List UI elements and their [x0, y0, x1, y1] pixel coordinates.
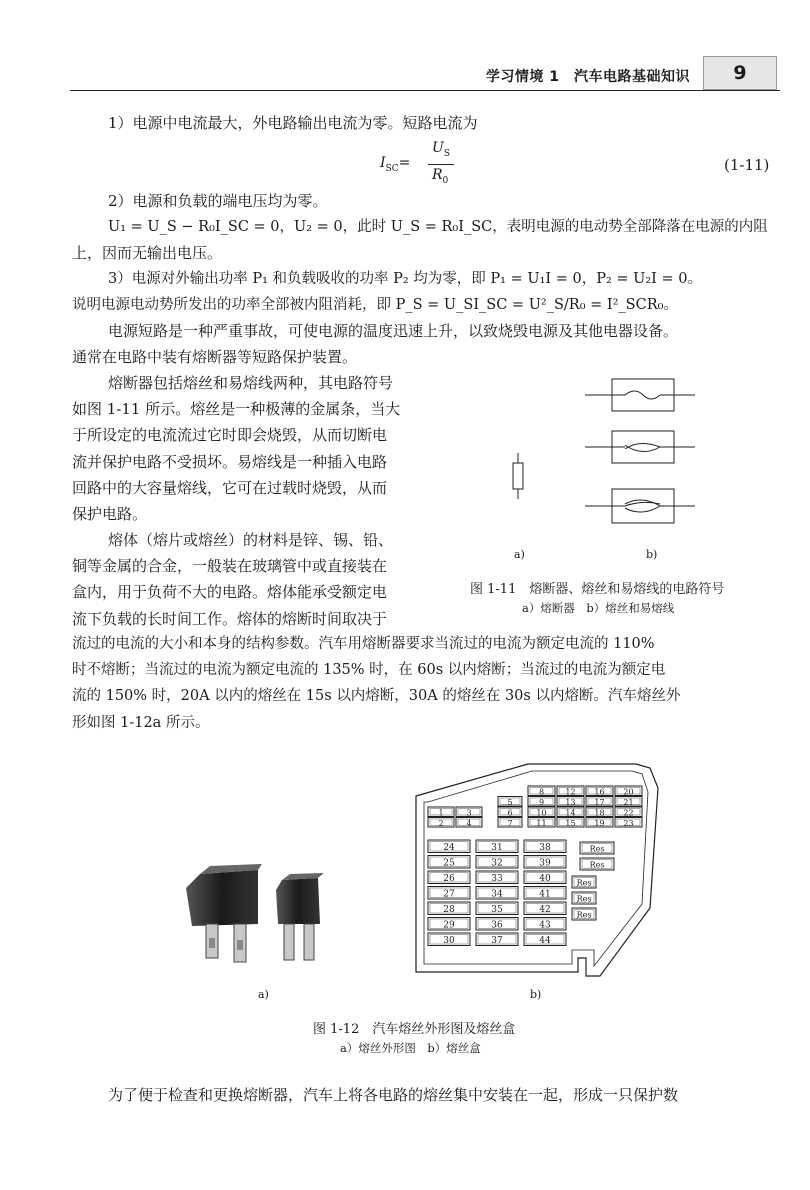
fuse-number: Res [576, 894, 592, 904]
item-1: 1）电源中电流最大，外电路输出电流为零。短路电流为 [108, 114, 478, 132]
fuse-number: 35 [491, 904, 503, 915]
fusebox-cells [428, 786, 642, 946]
item-2: 2）电源和负载的端电压均为零。 [108, 192, 328, 210]
fuse-number: 33 [491, 873, 503, 884]
item-2-line-1: U₁ = U_S − R₀I_SC = 0，U₂ = 0，此时 U_S = R₀I_SC，表明电源的电动势全部降落在电源的内阻 [108, 219, 768, 235]
fuse-number: 43 [539, 920, 551, 931]
fuse-number: 38 [539, 842, 551, 853]
fuse-number: 28 [443, 904, 455, 915]
fuse-slot-res [580, 858, 614, 870]
fuse-number: 15 [565, 818, 576, 828]
text-line: 流的 150% 时，20A 以内的熔丝在 15s 以内熔断，30A 的熔丝在 30s 以内熔断。汽车熔丝外 [72, 688, 681, 705]
fuse-slot-32 [476, 856, 518, 869]
fuse-number: 12 [565, 787, 576, 797]
fuse-number: 11 [536, 818, 547, 828]
fuse-number: 20 [623, 787, 634, 797]
fuse-number: 1 [438, 808, 444, 818]
fig-1-11-diagram [500, 365, 700, 565]
item-2-line-2: 上，因而无输出电压。 [72, 244, 223, 262]
para-1-line-2: 通常在电路中装有熔断器等短路保护装置。 [72, 348, 358, 366]
fuse-slot-37 [476, 933, 518, 946]
fuse-number: 44 [539, 935, 551, 946]
fraction-bar [428, 164, 454, 165]
fuse-slot-44 [524, 933, 566, 946]
blade-fuse-small [276, 873, 324, 960]
fuse-number: 7 [507, 818, 513, 828]
fuse-number: 40 [539, 873, 551, 884]
fuse-slot-4 [456, 818, 482, 828]
fuse-number: 25 [443, 858, 455, 869]
fuse-number: 10 [536, 808, 547, 818]
fuse-slot-30 [428, 933, 470, 946]
item-3-line-1: 3）电源对外输出功率 P₁ 和负载吸收的功率 P₂ 均为零，即 P₁ = U₁I = 0，P₂ = U₂I = 0。 [108, 271, 702, 287]
text-line: 盒内，用于负荷不大的电路。熔体能承受额定电 [72, 583, 388, 602]
fuse-slot-12 [557, 786, 584, 796]
equation-number: (1-11) [724, 156, 770, 174]
fuse-slot-28 [428, 902, 470, 915]
fuse-number: 24 [443, 842, 455, 853]
fuse-number: 41 [539, 889, 551, 900]
text-line: 熔体（熔片或熔丝）的材料是锌、锡、铅、 [108, 531, 394, 549]
fuse-number: 22 [623, 808, 634, 818]
fusible-link-symbol [585, 489, 695, 523]
formula-numerator: $U_S$ [432, 140, 450, 159]
fuse-slot-21 [615, 797, 642, 807]
fusebox-diagram [410, 758, 665, 983]
fuse-slot-39 [524, 856, 566, 869]
fuse-slot-22 [615, 807, 642, 817]
fuse-slot-25 [428, 856, 470, 869]
fuse-slot-43 [524, 918, 566, 931]
fuse-number: 39 [539, 858, 551, 869]
last-line: 为了便于检查和更换熔断器，汽车上将各电路的熔丝集中安装在一起，形成一只保护数 [108, 1086, 679, 1104]
fuse-number: 30 [443, 935, 455, 946]
fuse-slot-9 [528, 797, 555, 807]
fig-1-11-label-a: a) [514, 548, 525, 561]
fig-1-11-subcaption: a）熔断器 b）熔丝和易熔线 [522, 601, 675, 615]
fuse-slot-11 [528, 818, 555, 828]
fuse-number: 13 [565, 797, 576, 807]
fuse-slot-res [572, 876, 596, 888]
text-line: 形如图 1-12a 所示。 [72, 714, 210, 731]
fuse-number: 9 [538, 797, 545, 807]
fuse-wire-symbol-2 [585, 431, 695, 463]
fuse-slot-31 [476, 840, 518, 853]
fuse-slot-23 [615, 818, 642, 828]
fuse-slot-5 [498, 797, 522, 807]
fuse-slot-res [572, 892, 596, 904]
fuse-slot-38 [524, 840, 566, 853]
fuse-number: 4 [466, 818, 472, 828]
fuse-number: 5 [507, 797, 513, 807]
text-line: 回路中的大容量熔线，它可在过载时烧毁，从而 [72, 478, 388, 497]
fuse-slot-35 [476, 902, 518, 915]
fuse-number: 2 [438, 818, 444, 828]
fuse-slot-29 [428, 918, 470, 931]
text-line: 保护电路。 [72, 505, 148, 523]
fuse-slot-20 [615, 786, 642, 796]
fuse-slot-8 [528, 786, 555, 796]
fuse-number: 26 [443, 873, 455, 884]
para-1-line-1: 电源短路是一种严重事故，可使电源的温度迅速上升，以致烧毁电源及其他电器设备。 [108, 322, 679, 340]
header-rule [70, 90, 780, 91]
fig-1-12-label-b: b) [530, 988, 542, 1001]
fuse-slot-13 [557, 797, 584, 807]
fig-1-12-caption: 图 1-12 汽车熔丝外形图及熔丝盒 [313, 1022, 516, 1037]
fuse-number: 14 [565, 808, 576, 818]
fuse-number: 21 [623, 797, 634, 807]
fuse-slot-10 [528, 807, 555, 817]
fuse-number: 34 [491, 889, 503, 900]
fuse-slot-14 [557, 807, 584, 817]
fuse-slot-res [572, 908, 596, 920]
fig-1-11-label-b: b) [646, 548, 658, 561]
running-header: 学习情境 1 汽车电路基础知识 [485, 69, 690, 85]
fuse-symbol [513, 453, 523, 499]
fig-1-12-subcaption: a）熔丝外形图 b）熔丝盒 [340, 1041, 481, 1055]
fuse-slot-2 [428, 818, 454, 828]
item-3-line-2: 说明电源电动势所发出的功率全部被内阻消耗，即 P_S = U_SI_SC = U²_S/R₀ = I²_SCR₀。 [72, 297, 678, 313]
fuse-slot-42 [524, 902, 566, 915]
formula-denominator: $R_0$ [432, 167, 449, 186]
fuse-slot-33 [476, 871, 518, 884]
fuse-number: 3 [466, 808, 472, 818]
fuse-number: Res [589, 860, 605, 870]
fuse-slot-26 [428, 871, 470, 884]
fuse-slot-res [580, 842, 614, 854]
fuse-wire-symbol-1 [585, 379, 695, 411]
blade-fuse-large [186, 864, 262, 962]
blade-fuse-images [180, 860, 340, 975]
fuse-number: 18 [594, 808, 605, 818]
fuse-slot-15 [557, 818, 584, 828]
fuse-slot-17 [586, 797, 613, 807]
fuse-number: 16 [594, 787, 605, 797]
fuse-number: 8 [538, 787, 545, 797]
fuse-number: Res [576, 910, 592, 920]
fuse-number: Res [576, 878, 592, 888]
fuse-slot-1 [428, 807, 454, 817]
fuse-number: 23 [623, 818, 634, 828]
fuse-slot-16 [586, 786, 613, 796]
fuse-number: Res [589, 844, 605, 854]
text-line: 铜等金属的合金，一般装在玻璃管中或直接装在 [72, 557, 388, 576]
fuse-slot-3 [456, 807, 482, 817]
fuse-number: 32 [491, 858, 503, 869]
fuse-slot-41 [524, 887, 566, 900]
text-line: 流并保护电路不受损坏。易熔线是一种插入电路 [72, 452, 388, 471]
fuse-slot-19 [586, 818, 613, 828]
text-line: 时不熔断；当流过的电流为额定电流的 135% 时，在 60s 以内熔断；当流过的电流为额定电 [72, 662, 666, 679]
text-line: 于所设定的电流流过它时即会烧毁，从而切断电 [72, 426, 388, 445]
text-line: 流下负载的长时间工作。熔体的熔断时间取决于 [72, 609, 388, 628]
fuse-slot-18 [586, 807, 613, 817]
formula-1-11 [380, 140, 460, 190]
fuse-slot-40 [524, 871, 566, 884]
fuse-slot-6 [498, 807, 522, 817]
fuse-slot-36 [476, 918, 518, 931]
fuse-number: 36 [491, 920, 503, 931]
fuse-slot-7 [498, 818, 522, 828]
text-line: 如图 1-11 所示。熔丝是一种极薄的金属条，当大 [72, 400, 401, 419]
fig-1-12-label-a: a) [258, 988, 269, 1001]
fuse-number: 42 [539, 904, 551, 915]
fuse-number: 6 [507, 808, 513, 818]
text-line: 熔断器包括熔丝和易熔线两种，其电路符号 [108, 374, 394, 392]
fuse-number: 31 [491, 842, 503, 853]
fuse-slot-27 [428, 887, 470, 900]
formula-lhs: $I_{SC}=$ [380, 155, 411, 174]
fig-1-11-caption: 图 1-11 熔断器、熔丝和易熔线的电路符号 [470, 582, 725, 597]
fuse-slot-34 [476, 887, 518, 900]
fuse-number: 27 [443, 889, 455, 900]
fuse-slot-24 [428, 840, 470, 853]
text-line: 流过的电流的大小和本身的结构参数。汽车用熔断器要求当流过的电流为额定电流的 110% [72, 636, 655, 652]
fuse-number: 37 [491, 935, 503, 946]
fuse-number: 17 [594, 797, 605, 807]
page-number: 9 [703, 56, 777, 90]
fuse-number: 19 [594, 818, 605, 828]
fuse-number: 29 [443, 920, 455, 931]
